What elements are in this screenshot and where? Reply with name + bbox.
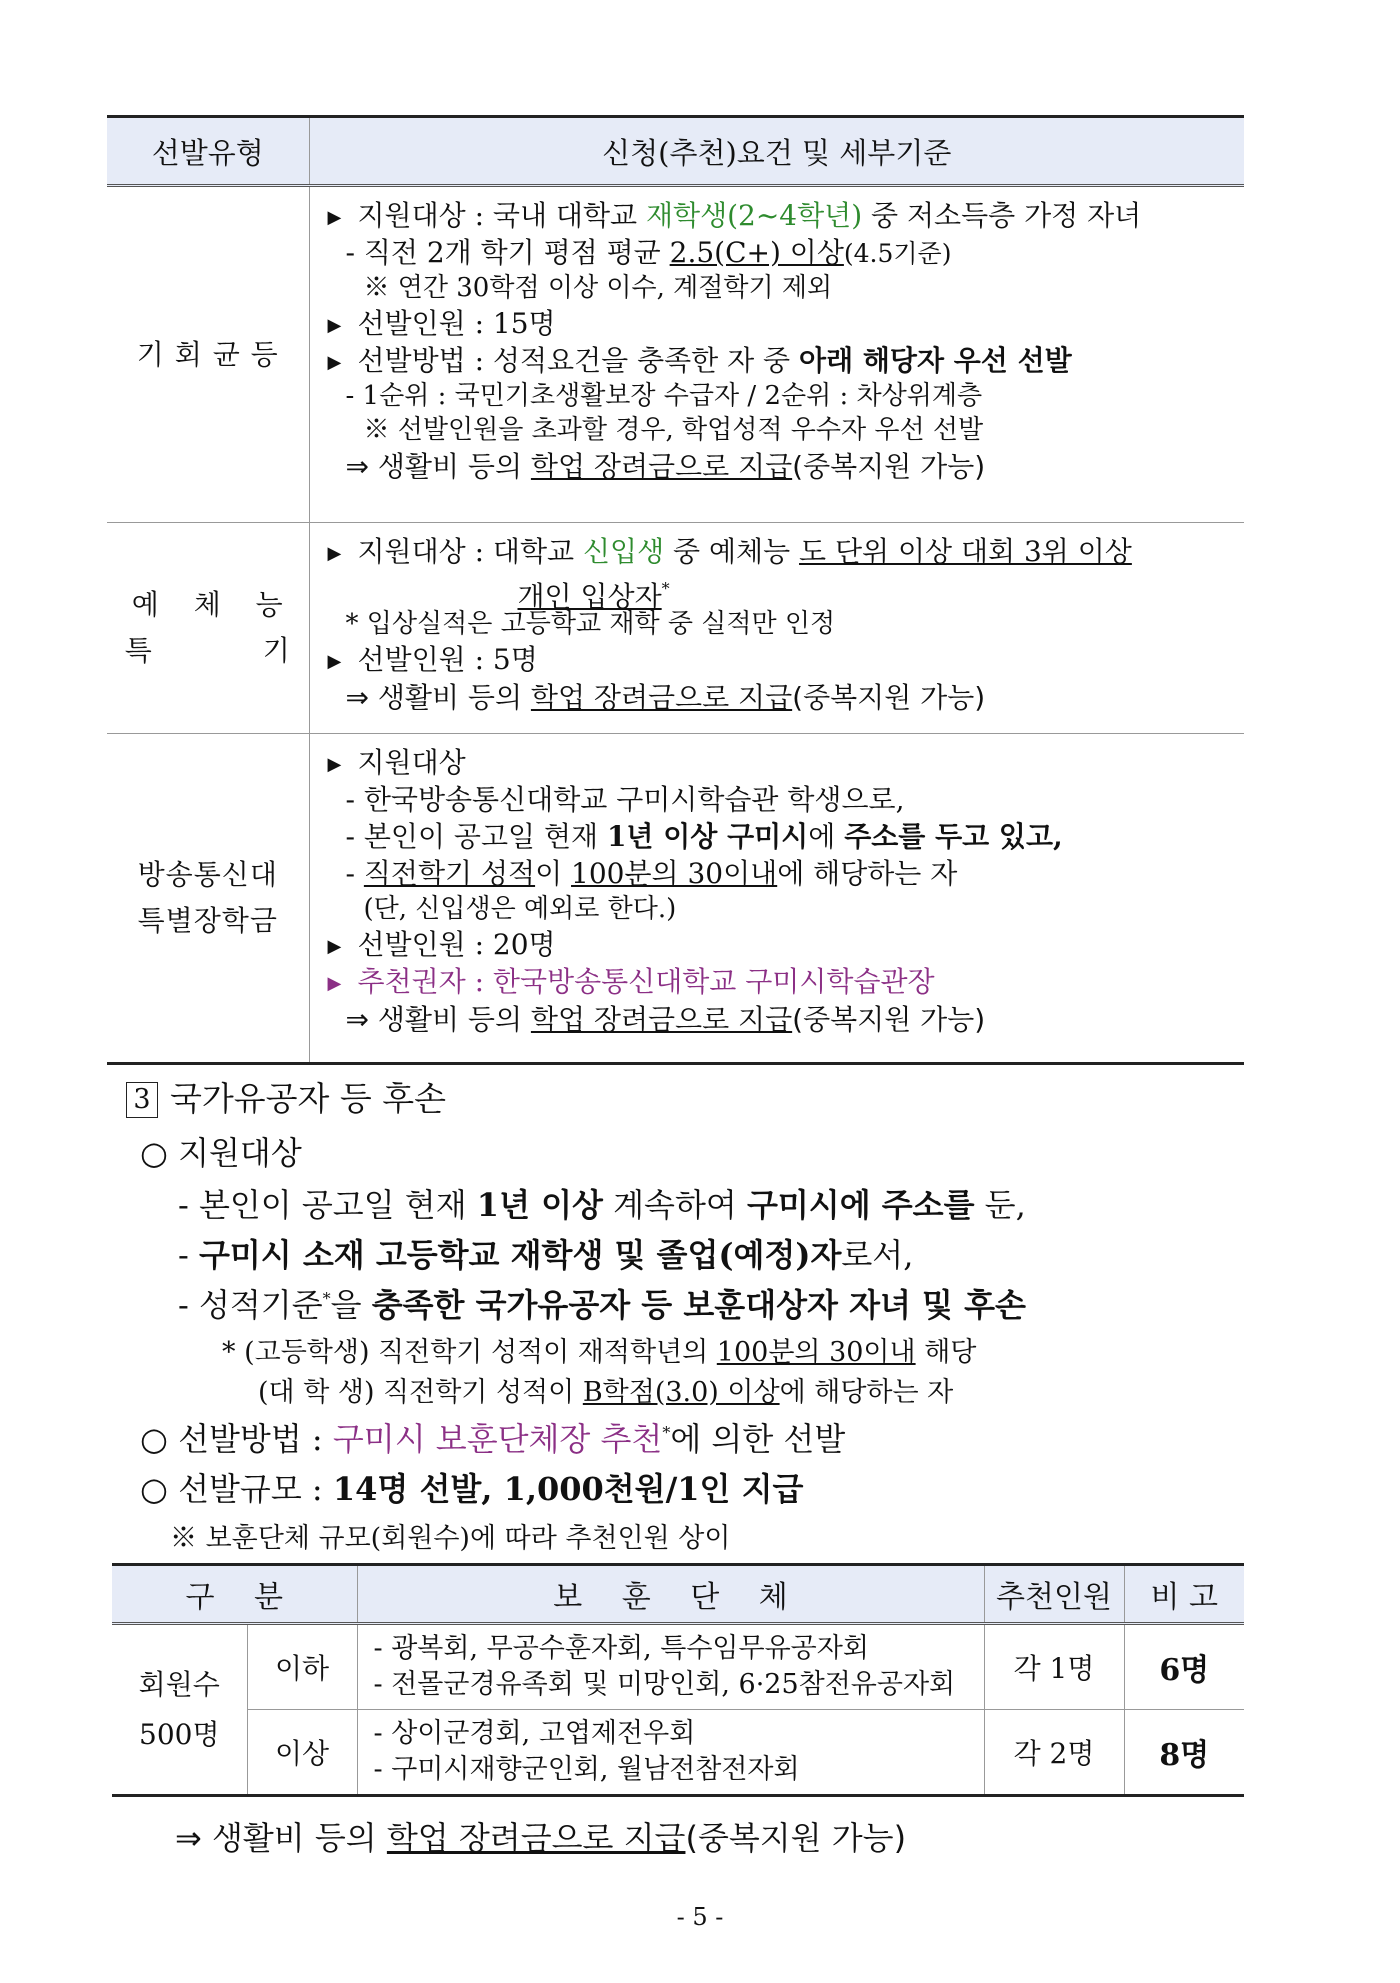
bullet-triangle-icon: ▶ (327, 543, 342, 564)
header-selection-type: 선발유형 (107, 117, 309, 186)
payment-line: ⇒ 생활비 등의 학업 장려금으로 지급(중복지원 가능) (345, 450, 986, 483)
bullet-triangle-icon: ▶ (327, 315, 342, 336)
scholarship-type-table (107, 115, 1244, 1065)
section-number: 3 (126, 1082, 158, 1118)
row-details: ▶ 지원대상 : 대학교 신입생 중 예체능 도 단위 이상 대회 3위 이상 개인 입상자* * 입상실적은 고등학교 재학 중 실적만 인정 ▶ 선발인원 : 5명 ⇒ 생활비 등의 학업 장려금으로 지급(중복지원 가능) (309, 523, 1244, 734)
target-item-1: - 본인이 공고일 현재 1년 이상 계속하여 구미시에 주소를 둔, (178, 1186, 1026, 1224)
bullet-triangle-icon: ▶ (327, 754, 342, 775)
table-row (107, 734, 1244, 1064)
selection-scale: ○ 선발규모 : 14명 선발, 1,000천원/1인 지급 (140, 1470, 804, 1508)
category-arts-sports: 예 체 능 특 기 (107, 523, 309, 734)
table-row (107, 186, 1244, 523)
target-item-3: - 성적기준*을 충족한 국가유공자 등 보훈대상자 자녀 및 후손 (178, 1286, 1026, 1324)
recommend-count: 각 1명 (984, 1624, 1124, 1710)
bullet-triangle-icon: ▶ (327, 936, 342, 957)
payment-line: ⇒ 생활비 등의 학업 장려금으로 지급(중복지원 가능) (345, 1003, 986, 1036)
bullet-triangle-icon: ▶ (327, 352, 342, 373)
bullet-triangle-icon: ▶ (327, 973, 342, 994)
category-open-university: 방송통신대 특별장학금 (107, 734, 309, 1064)
header-requirements: 신청(추천)요건 및 세부기준 (309, 117, 1244, 186)
grade-note-university: (대 학 생) 직전학기 성적이 B학점(3.0) 이상에 해당하는 자 (258, 1377, 954, 1408)
sub-division: 이하 (247, 1624, 357, 1710)
total-count: 6명 (1124, 1624, 1244, 1710)
header-note: 비 고 (1124, 1565, 1244, 1624)
veterans-organization-table (112, 1563, 1244, 1797)
table-header-row (112, 1565, 1244, 1624)
recommend-count: 각 2명 (984, 1710, 1124, 1796)
organization-list: - 상이군경회, 고엽제전우회 - 구미시재향군인회, 월남전참전자회 (357, 1710, 984, 1796)
member-count-group: 회원수 500명 (112, 1624, 247, 1796)
payment-line: ⇒ 생활비 등의 학업 장려금으로 지급(중복지원 가능) (345, 681, 986, 714)
category-equal-opportunity: 기 회 균 등 (107, 186, 309, 523)
header-division: 구 분 (112, 1565, 357, 1624)
row-details: ▶ 지원대상 : 국내 대학교 재학생(2~4학년) 중 저소득층 가정 자녀 - 직전 2개 학기 평점 평균 2.5(C+) 이상(4.5기준) ※ 연간 30학점 이상 이수, 계절학기 제외 ▶ 선발인원 : 15명 ▶ 선발방법 : 성적요건을 충족한 자 중 아래 해당자 우선 선발 - 1순위 : 국민기초생활보장 수급자 / 2순위 : 차상위계층 ※ 선발인원을 초과할 경우, 학업성적 우수자 우선 선발 ⇒ 생활비 등의 학업 장려금으로 지급(중복지원 가능) (309, 186, 1244, 523)
header-organizations: 보 훈 단 체 (357, 1565, 984, 1624)
closing-payment-line: ⇒ 생활비 등의 학업 장려금으로 지급(중복지원 가능) (175, 1819, 907, 1857)
table-row (112, 1624, 1244, 1710)
grade-note-highschool: * (고등학생) 직전학기 성적이 재적학년의 100분의 30이내 해당 (222, 1337, 977, 1368)
table-row (112, 1710, 1244, 1796)
table-header-row (107, 117, 1244, 186)
bullet-triangle-icon: ▶ (327, 207, 342, 228)
scale-note: ※ 보훈단체 규모(회원수)에 따라 추천인원 상이 (170, 1523, 731, 1554)
header-recommend-count: 추천인원 (984, 1565, 1124, 1624)
organization-list: - 광복회, 무공수훈자회, 특수임무유공자회 - 전몰군경유족회 및 미망인회, 6·25참전유공자회 (357, 1624, 984, 1710)
target-heading: ○ 지원대상 (140, 1134, 302, 1172)
selection-method: ○ 선발방법 : 구미시 보훈단체장 추천*에 의한 선발 (140, 1420, 846, 1458)
bullet-triangle-icon: ▶ (327, 651, 342, 672)
target-item-2: - 구미시 소재 고등학교 재학생 및 졸업(예정)자로서, (178, 1236, 914, 1274)
section-title: 3 국가유공자 등 후손 (126, 1073, 446, 1120)
page-number: - 5 - (676, 1903, 724, 1931)
total-count: 8명 (1124, 1710, 1244, 1796)
sub-division: 이상 (247, 1710, 357, 1796)
table-row (107, 523, 1244, 734)
row-details: ▶ 지원대상 - 한국방송통신대학교 구미시학습관 학생으로, - 본인이 공고일 현재 1년 이상 구미시에 주소를 두고 있고, - 직전학기 성적이 100분의 30이내에 해당하는 자 (단, 신입생은 예외로 한다.) ▶ 선발인원 : 20명 ▶ 추천권자 : 한국방송통신대학교 구미시학습관장 ⇒ 생활비 등의 학업 장려금으로 지급(중복지원 가능) (309, 734, 1244, 1064)
